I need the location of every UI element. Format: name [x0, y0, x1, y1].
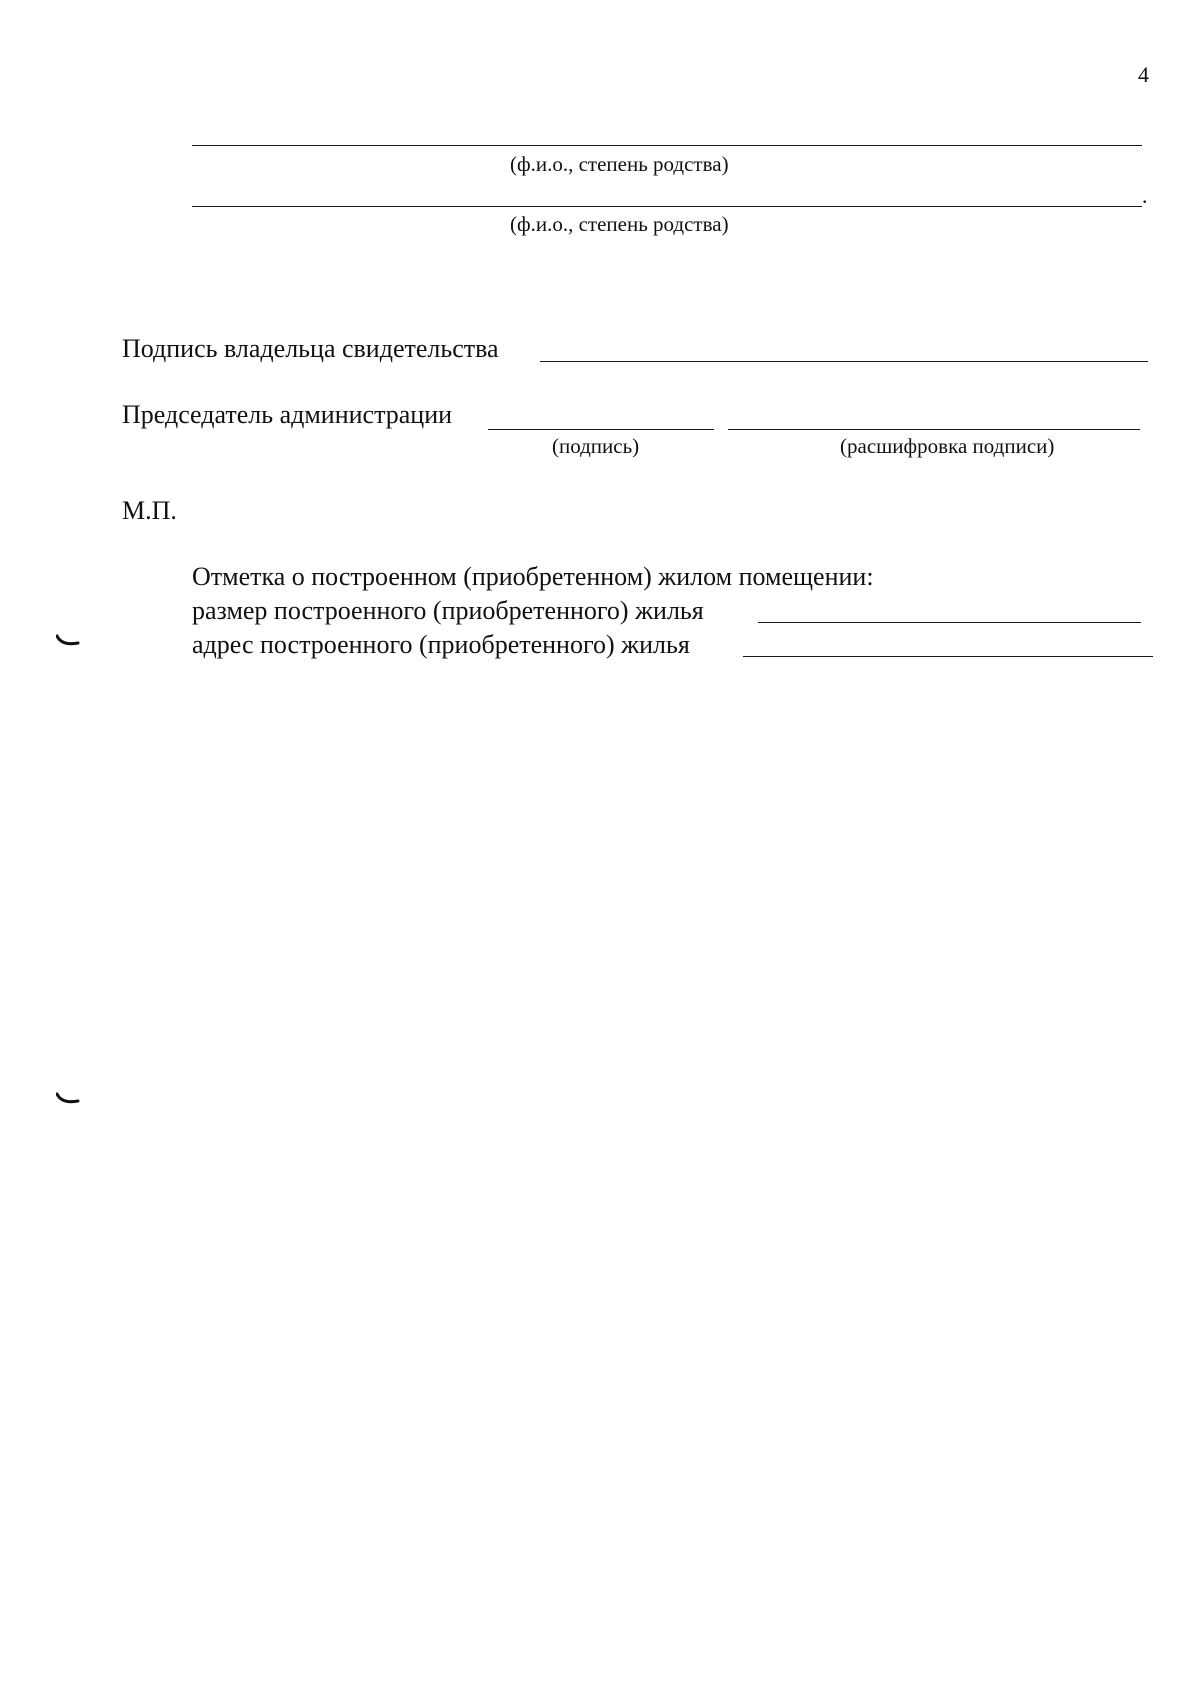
chairman-signature-caption: (подпись) [552, 434, 640, 458]
owner-signature-label: Подпись владельца свидетельства [122, 334, 499, 363]
housing-size-line[interactable] [758, 622, 1141, 623]
seal-place-label: М.П. [122, 496, 177, 525]
chairman-signature-line[interactable] [488, 429, 714, 430]
punch-mark-icon [56, 1092, 80, 1106]
page-number: 4 [1138, 62, 1149, 87]
housing-size-label: размер построенного (приобретенного) жилья [192, 596, 704, 625]
relative-1-fill-line[interactable] [192, 145, 1142, 146]
housing-address-label: адрес построенного (приобретенного) жилья [192, 630, 690, 659]
punch-mark-icon [56, 634, 80, 648]
relative-2-fill-line[interactable] [192, 206, 1142, 207]
housing-address-line[interactable] [743, 656, 1153, 657]
chairman-decoding-caption: (расшифровка подписи) [840, 434, 1055, 458]
owner-signature-line[interactable] [540, 361, 1148, 362]
housing-heading: Отметка о построенном (приобретенном) жилом помещении: [192, 562, 874, 591]
chairman-label: Председатель администрации [122, 400, 453, 429]
relative-2-caption: (ф.и.о., степень родства) [510, 212, 729, 236]
chairman-decoding-line[interactable] [728, 429, 1140, 430]
relative-2-end-mark: . [1142, 183, 1148, 208]
relative-1-caption: (ф.и.о., степень родства) [510, 152, 729, 176]
